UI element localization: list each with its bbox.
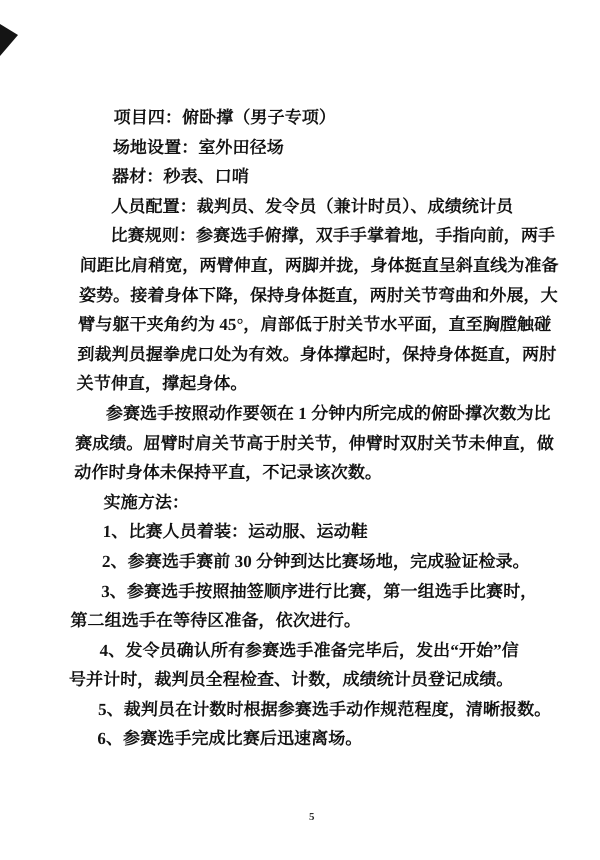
text-line: 间距比肩稍宽，两臂伸直，两脚并拢，身体挺直呈斜直线为准备	[79, 255, 559, 275]
text-line: 臂与躯干夹角约为 45°，肩部低于肘关节水平面，直至胸膛触碰	[77, 315, 552, 335]
text-line: 第二组选手在等待区准备，依次进行。	[70, 611, 362, 631]
text-line: 项目四：俯卧撑（男子专项）	[113, 108, 337, 127]
text-line: 1、比赛人员着装：运动服、运动鞋	[102, 522, 369, 542]
text-line: 动作时身体未保持平直，不记录该次数。	[74, 463, 383, 483]
page-number: 5	[309, 811, 315, 823]
text-line: 器材：秒表、口哨	[111, 167, 250, 187]
text-line: 人员配置：裁判员、发令员（兼计时员）、成绩统计员	[111, 196, 514, 216]
corner-scan-artifact-icon	[0, 24, 18, 56]
text-line: 实施方法：	[103, 492, 190, 512]
text-line: 参赛选手按照动作要领在 1 分钟内所完成的俯卧撑次数为比	[105, 403, 551, 423]
text-line: 6、参赛选手完成比赛后迅速离场。	[97, 729, 363, 749]
text-line: 2、参赛选手赛前 30 分钟到达比赛场地，完成验证检录。	[101, 551, 531, 571]
text-line: 5、裁判员在计数时根据参赛选手动作规范程度，清晰报数。	[97, 699, 552, 719]
text-line: 赛成绩。屈臂时肩关节高于肘关节，伸臂时双肘关节未伸直，做	[74, 433, 555, 453]
text-line: 场地设置：室外田径场	[112, 137, 285, 157]
text-line: 关节伸直，撑起身体。	[76, 374, 248, 394]
text-line: 到裁判员握拳虎口处为有效。身体撑起时，保持身体挺直，两肘	[77, 344, 557, 364]
document-body	[67, 103, 568, 754]
text-line: 号并计时，裁判员全程检查、计数，成绩统计员登记成绩。	[68, 670, 514, 690]
text-line: 姿势。接着身体下降，保持身体挺直，两肘关节弯曲和外展，大	[78, 285, 559, 305]
text-line: 4、发令员确认所有参赛选手准备完毕后，发出“开始”信	[99, 640, 520, 660]
text-line: 3、参赛选手按照抽签顺序进行比赛，第一组选手比赛时，	[100, 581, 538, 601]
text-line: 比赛规则：参赛选手俯撑，双手手掌着地，手指向前，两手	[110, 226, 556, 246]
